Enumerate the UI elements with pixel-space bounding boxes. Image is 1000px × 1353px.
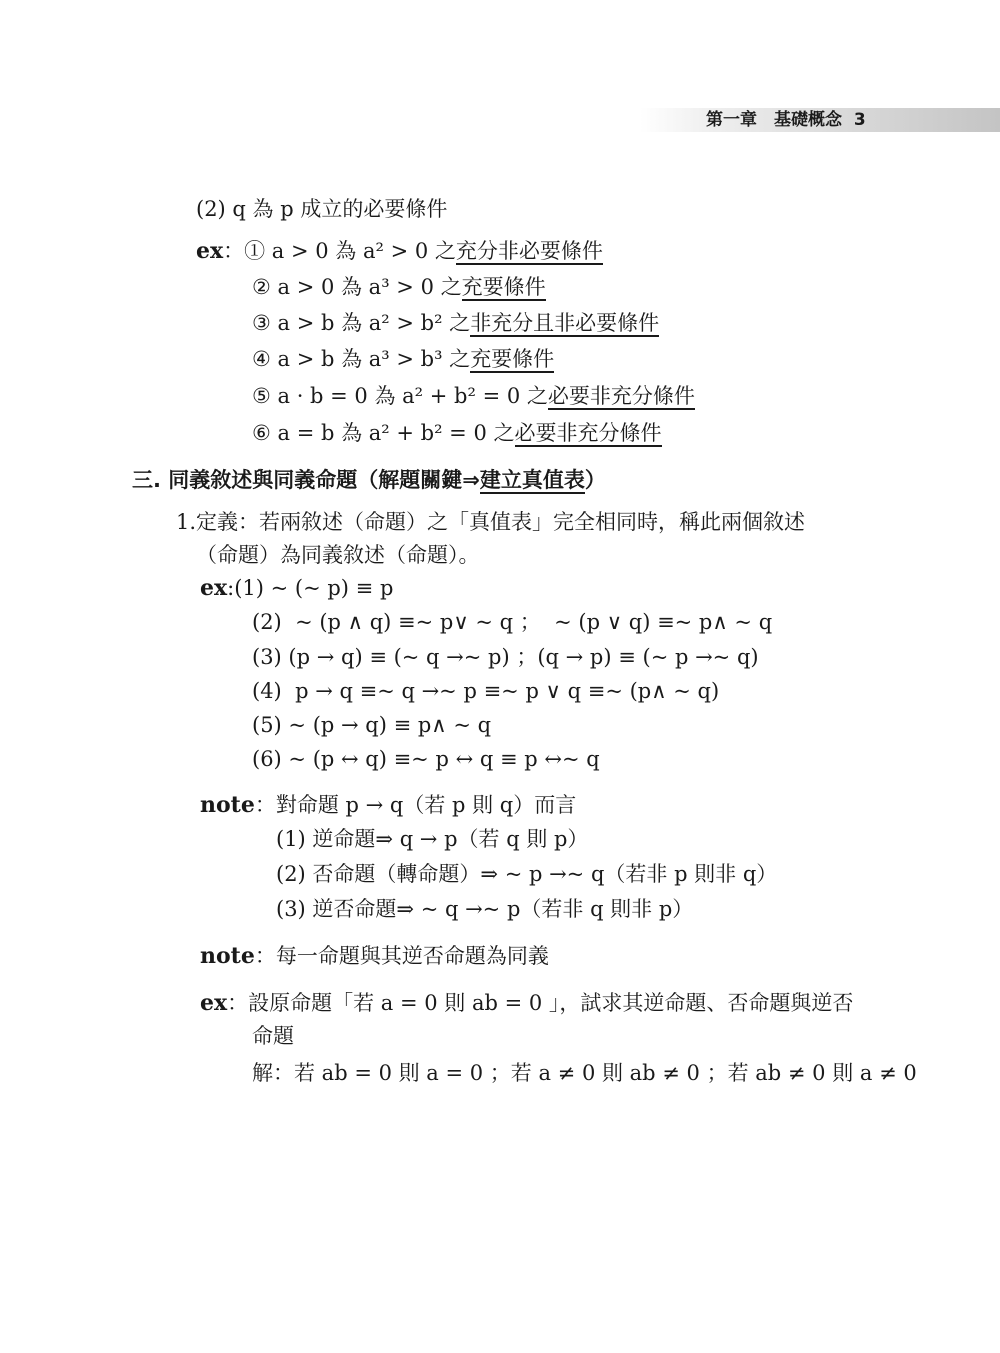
- section-3-key: 建立真值表: [479, 468, 585, 492]
- ex1-row-4: [252, 344, 554, 374]
- ex1-stmt-6: ⑥ a = b 為 a² + b² = 0 之: [252, 421, 515, 445]
- necessary-condition-line: (2) q 為 p 成立的必要條件: [196, 197, 448, 221]
- ex-label: ex: [200, 990, 228, 1016]
- ex1-answer-2: 充要條件: [461, 275, 546, 299]
- note2: [200, 941, 549, 971]
- ex1-row-3: [252, 308, 659, 338]
- ex-label: ex: [196, 238, 224, 264]
- ex1-row-1: ex：① a > 0 為 a² > 0 之充分非必要條件: [196, 238, 603, 264]
- ex1-row-5: [252, 381, 695, 411]
- ex1-stmt-3: ③ a > b 為 a² > b² 之: [252, 311, 471, 335]
- ex1-row-6: [252, 418, 662, 448]
- ex1-answer-4: 充要條件: [470, 347, 555, 371]
- ex1-answer-1: 充分非必要條件: [455, 239, 603, 263]
- ex-label: ex: [200, 575, 228, 601]
- ex1-stmt-5: ⑤ a · b = 0 為 a² + b² = 0 之: [252, 384, 548, 408]
- ex2-row-1: [200, 573, 393, 603]
- ex2-row-6: (6) ~ (p ↔ q) ≡~ p ↔ q ≡ p ↔~ q: [252, 747, 600, 771]
- ex2-row-3: (3) (p → q) ≡ (~ q →~ p) ；(q → p) ≡ (~ p →~ q): [252, 645, 759, 669]
- note1-row-1: (1) 逆命題⇒ q → p（若 q 則 p）: [276, 827, 589, 851]
- ex1-stmt-1: ① a > 0 為 a² > 0 之: [244, 239, 456, 263]
- ex1-stmt-4: ④ a > b 為 a³ > b³ 之: [252, 347, 471, 371]
- ex3-line-1: [200, 988, 853, 1018]
- ex2-formula-1: :(1) ~ (~ p) ≡ p: [227, 576, 394, 600]
- ex2-row-5: (5) ~ (p → q) ≡ p∧ ~ q: [252, 713, 492, 737]
- note-label: note: [200, 943, 255, 969]
- page-number: 3: [853, 110, 866, 130]
- ex1-answer-6: 必要非充分條件: [514, 421, 662, 445]
- ex3-text-1: ：設原命題「若 a = 0 則 ab = 0 」，試求其逆命題、否命題與逆否: [227, 991, 854, 1015]
- ex1-row-2: [252, 272, 546, 302]
- ex1-answer-5: 必要非充分條件: [547, 384, 695, 408]
- note-label: note: [200, 792, 255, 818]
- ex1-answer-3: 非充分且非必要條件: [470, 311, 660, 335]
- section-3-close: ）: [584, 468, 606, 492]
- section-3-heading: [132, 465, 606, 495]
- note1-intro: [200, 790, 576, 820]
- chapter-title: 第一章 基礎概念: [706, 110, 842, 130]
- note1-row-3: (3) 逆否命題⇒ ~ q →~ p（若非 q 則非 p）: [276, 897, 694, 921]
- running-header: [706, 108, 866, 132]
- ex1-stmt-2: ② a > 0 為 a³ > 0 之: [252, 275, 462, 299]
- ex3-solution: 解：若 ab = 0 則 a = 0 ；若 a ≠ 0 則 ab ≠ 0 ；若 ab ≠ 0 則 a ≠ 0: [252, 1061, 917, 1085]
- definition-line-1: 1.定義：若兩敘述（命題）之「真值表」完全相同時，稱此兩個敘述: [176, 510, 806, 534]
- section-3-title: 三. 同義敘述與同義命題（解題關鍵⇒: [132, 468, 480, 492]
- note1-intro-text: ：對命題 p → q（若 p 則 q）而言: [254, 793, 577, 817]
- note1-row-2: (2) 否命題（轉命題）⇒ ~ p →~ q（若非 p 則非 q）: [276, 862, 778, 886]
- note2-text: ：每一命題與其逆否命題為同義: [254, 944, 549, 968]
- ex2-row-2: (2) ~ (p ∧ q) ≡~ p∨ ~ q ； ~ (p ∨ q) ≡~ p∧ ~ q: [252, 610, 773, 634]
- ex2-row-4: (4) p → q ≡~ q →~ p ≡~ p ∨ q ≡~ (p∧ ~ q): [252, 679, 720, 703]
- ex3-line-2: 命題: [252, 1024, 294, 1048]
- definition-line-2: （命題）為同義敘述（命題）。: [196, 543, 480, 567]
